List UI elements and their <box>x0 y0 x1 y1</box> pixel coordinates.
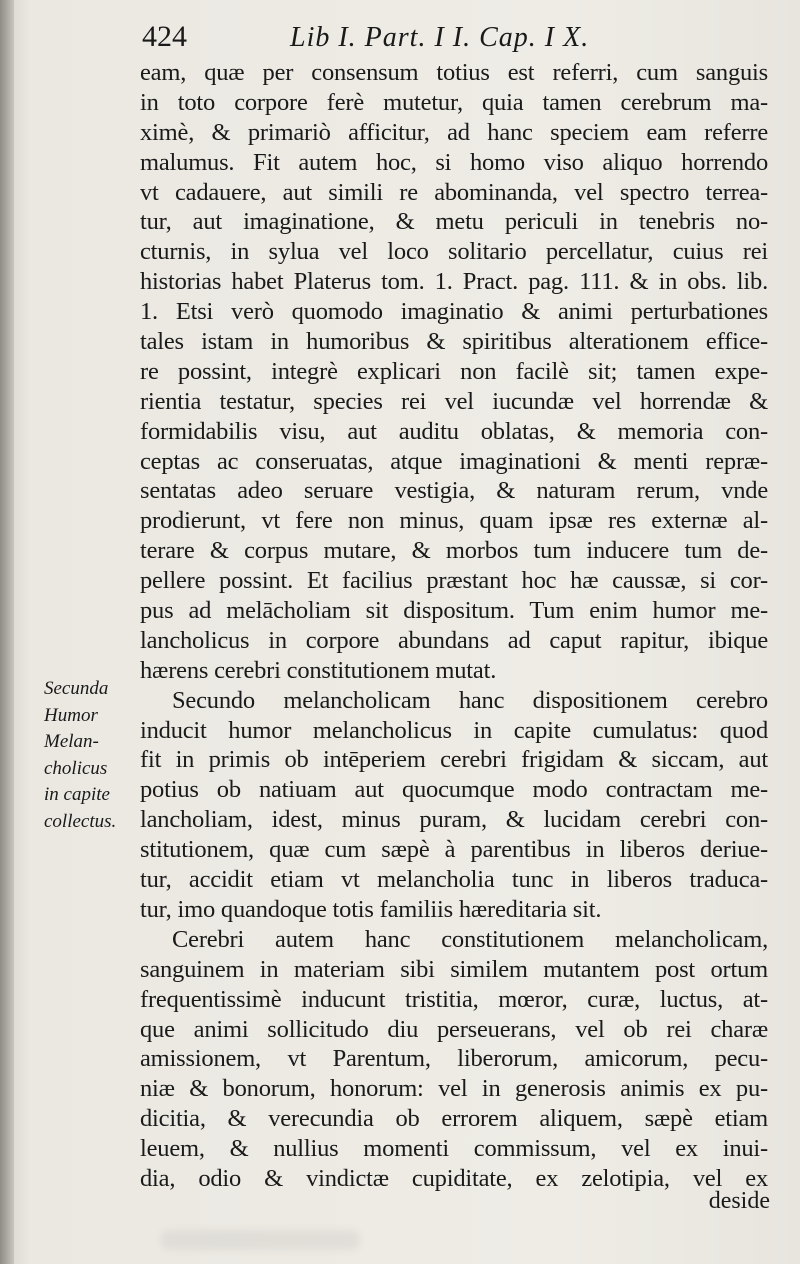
text-line: tur, accidit etiam vt melancholia tunc in liberos traduca- <box>140 866 768 894</box>
marginal-note-line: Secunda <box>44 678 109 699</box>
text-line: in toto corpore ferè mutetur, quia tamen cerebrum ma- <box>140 88 768 116</box>
marginal-note-line: collectus. <box>44 810 117 832</box>
text-line: amissionem, vt Parentum, liberorum, amicorum, pecu- <box>140 1045 768 1073</box>
paragraph-end-line: tur, imo quandoque totis familiis hæreditaria sit. <box>140 895 602 923</box>
text-line: tur, aut imaginatione, & metu periculi in tenebris no- <box>140 208 768 236</box>
show-through-ink <box>160 1230 360 1250</box>
text-line: historias habet Platerus tom. 1. Pract. pag. 111. & in obs. lib. <box>140 268 768 296</box>
marginal-note-line: cholicus <box>44 757 108 779</box>
body-text <box>140 58 768 1194</box>
text-line: terare & corpus mutare, & morbos tum inducere tum de- <box>140 537 768 565</box>
text-line: tales istam in humoribus & spiritibus alterationem effice- <box>140 328 768 356</box>
text-line: sentatas adeo seruare vestigia, & naturam rerum, vnde <box>140 477 768 505</box>
text-line: sanguinem in materiam sibi similem mutantem post ortum <box>140 955 768 983</box>
text-line: leuem, & nullius momenti commissum, vel ex inui- <box>140 1135 768 1163</box>
text-line: ceptas ac conseruatas, atque imaginationi & menti repræ- <box>140 447 768 475</box>
text-line: pus ad melācholiam sit dispositum. Tum enim humor me- <box>140 597 768 625</box>
text-line: fit in primis ob intēperiem cerebri frigidam & siccam, aut <box>140 746 768 774</box>
paragraph-start-line: Secundo melancholicam hanc dispositionem cerebro <box>172 686 768 714</box>
text-line: vt cadauere, aut simili re abominanda, vel spectro terrea- <box>140 178 768 206</box>
text-line: lancholiam, idest, minus puram, & lucidam cerebri con- <box>140 806 768 834</box>
text-line: prodierunt, vt fere non minus, quam ipsæ res externæ al- <box>140 507 768 535</box>
paragraph-start-line: Cerebri autem hanc constitutionem melancholicam, <box>172 925 768 953</box>
text-line: rientia testatur, species rei vel iucundæ vel horrendæ & <box>140 387 768 415</box>
paragraph-end-line: hærens cerebri constitutionem mutat. <box>140 656 497 684</box>
text-line: ximè, & primariò afficitur, ad hanc speciem eam referre <box>140 118 768 146</box>
text-line: malumus. Fit autem hoc, si homo viso aliquo horrendo <box>140 148 768 176</box>
page-number: 424 <box>142 20 187 53</box>
text-line: formidabilis visu, aut auditu oblatas, & memoria con- <box>140 417 768 445</box>
marginal-note-line: Humor <box>44 704 98 726</box>
text-line: 1. Etsi verò quomodo imaginatio & animi perturbationes <box>140 298 768 326</box>
text-line: dia, odio & vindictæ cupiditate, ex zelotipia, vel ex <box>140 1164 768 1192</box>
marginal-note <box>44 676 140 835</box>
binding-edge <box>0 0 14 1264</box>
text-line: pellere possint. Et facilius præstant hoc hæ caussæ, si cor- <box>140 567 768 595</box>
text-line: lancholicus in corpore abundans ad caput rapitur, ibique <box>140 626 768 654</box>
text-line: cturnis, in sylua vel loco solitario percellatur, cuius rei <box>140 238 768 266</box>
marginal-note-line: Melan- <box>44 731 99 752</box>
text-line: stitutionem, quæ cum sæpè à parentibus in liberos deriue- <box>140 836 768 864</box>
running-head <box>140 18 780 58</box>
text-line: eam, quæ per consensum totius est referri, cum sanguis <box>140 59 768 86</box>
marginal-note-line: in capite <box>44 784 110 805</box>
text-line: niæ & bonorum, honorum: vel in generosis animis ex pu- <box>140 1075 768 1103</box>
catchword: deside <box>708 1188 770 1214</box>
text-line: frequentissimè inducunt tristitia, mœror, curæ, luctus, at- <box>140 985 768 1013</box>
text-line: re possint, integrè explicari non facilè sit; tamen expe- <box>140 357 768 385</box>
text-line: potius ob natiuam aut quocumque modo contractam me- <box>140 776 768 804</box>
running-head-title: Lib I. Part. I I. Cap. I X. <box>290 22 590 53</box>
text-line: que animi sollicitudo diu perseuerans, vel ob rei charæ <box>140 1015 768 1043</box>
text-line: inducit humor melancholicus in capite cumulatus: quod <box>140 716 768 744</box>
text-line: dicitia, & verecundia ob errorem aliquem, sæpè etiam <box>140 1105 768 1133</box>
